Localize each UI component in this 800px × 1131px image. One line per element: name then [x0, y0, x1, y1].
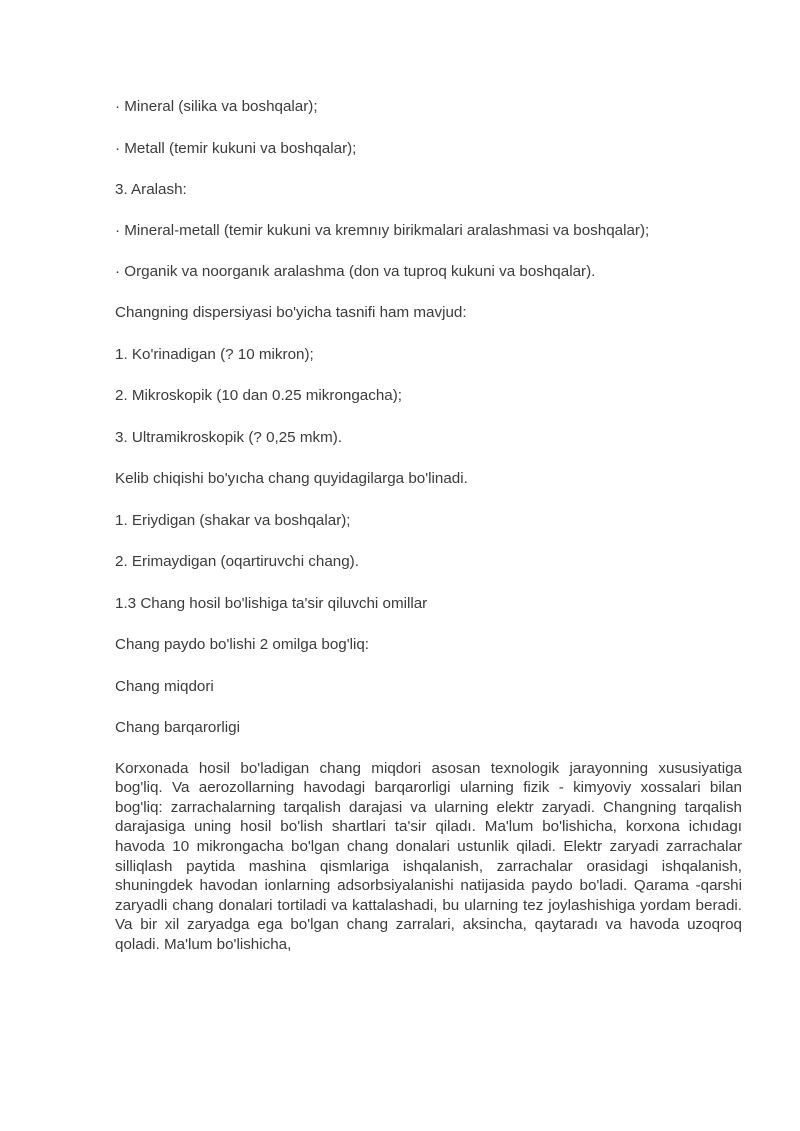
list-item-mineral: · Mineral (silika va boshqalar); — [115, 98, 318, 115]
list-heading-aralash: 3. Aralash: — [115, 181, 187, 198]
body-paragraph: Korxonada hosil bo'ladigan chang miqdori asosan texnologik jarayonning xususiyatiga bog'liq. Va aerozollarning havodagi barqarorligi ularning fizik - kimyoviy xossalari bilan bog'liq: zarrachalarning tarqalish darajasi va ularning elektr zaryadi. Changning tarqalish darajasiga uning hosil bo'lish shartlari ta'sir qiladı. Ma'lum bo'lishicha, korxona ichıdagı havoda 10 mikrongacha bo'lgan chang donalari ustunlik qiladi. Elektr zaryadi zarrachalar silliqlash paytida mashina qismlariga ishqalanish, zarrachalar orasidagi ishqalanish, shuningdek havodan ionlarning adsorbsiyalanishi natijasida paydo bo'ladi. Qarama -qarshi zaryadli chang donalari tortiladi va kattalashadi, bu ularning tez joylashishiga yordam beradi. Va bir xil zaryadga ega bo'lgan chang zarralari, aksincha, qaytaradı va havoda uzoqroq qoladi. Ma'lum bo'lishicha, — [115, 759, 742, 953]
list-item-ultramicroscopic: 3. Ultramikroskopik (? 0,25 mkm). — [115, 428, 343, 446]
paragraph-factors-intro: Chang paydo bo'lishi 2 omilga bog'liq: — [115, 636, 370, 654]
paragraph-dispersion-intro: Changning dispersiyasi bo'yicha tasnifi ham mavjud: — [115, 304, 467, 322]
list-item-organik: · Organik va noorganık aralashma (don va tuproq kukuni va boshqalar). — [115, 262, 596, 280]
paragraph-origin-intro: Kelib chiqishi bo'yıcha chang quyidagilarga bo'linadi. — [115, 470, 468, 488]
list-item-insoluble: 2. Erimaydigan (oqartiruvchi chang). — [115, 553, 359, 571]
document-page — [115, 96, 742, 975]
list-item-metall: · Metall (temir kukuni va boshqalar); — [115, 139, 357, 157]
list-item-dust-amount: Chang miqdori — [115, 677, 214, 695]
list-item-dust-stability: Chang barqarorligi — [115, 719, 240, 737]
list-item-mineral-metall: · Mineral-metall (temir kukuni va kremnıy birikmalari aralashmasi va boshqalar); — [115, 221, 650, 239]
section-heading-1-3: 1.3 Chang hosil bo'lishiga ta'sir qiluvchi omillar — [115, 594, 428, 612]
list-item-microscopic: 2. Mikroskopik (10 dan 0.25 mikrongacha); — [115, 387, 403, 405]
list-item-soluble: 1. Eriydigan (shakar va boshqalar); — [115, 511, 351, 529]
list-item-visible: 1. Ko'rinadigan (? 10 mikron); — [115, 345, 314, 363]
